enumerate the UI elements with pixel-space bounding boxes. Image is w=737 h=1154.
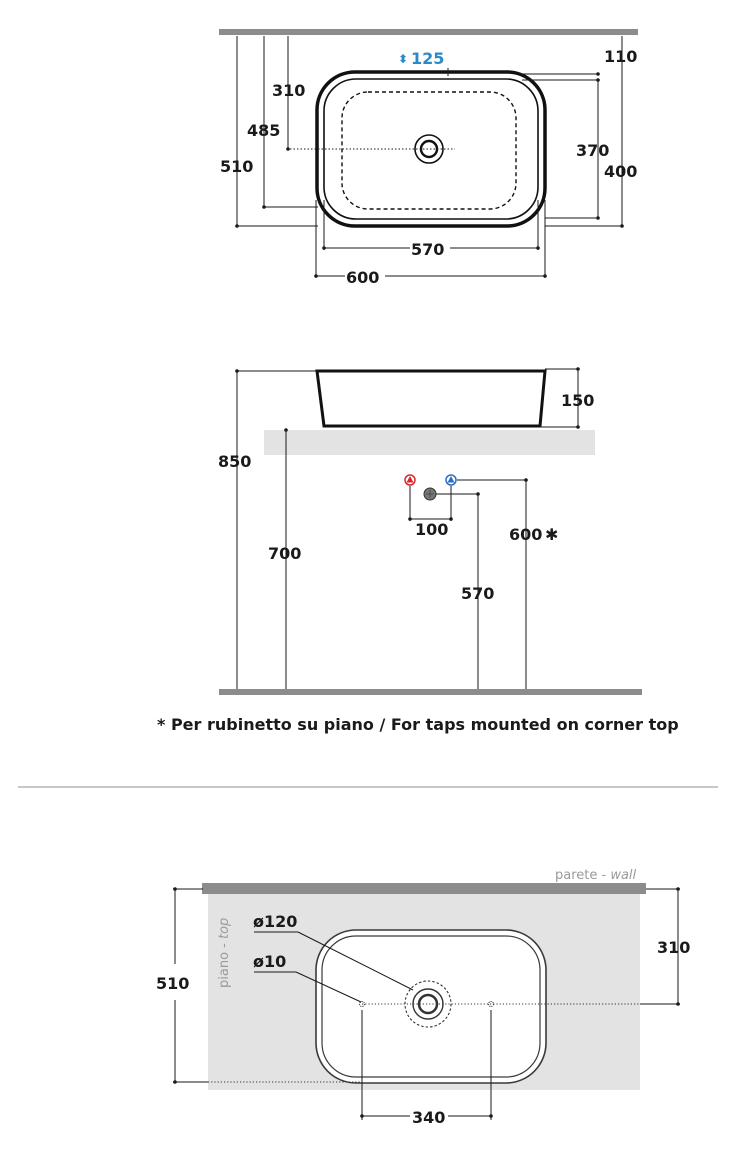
dim-510-top: 510 (220, 157, 254, 176)
dim-485: 485 (247, 121, 281, 140)
dim-400: 400 (604, 162, 638, 181)
dim-125: 125 (411, 49, 445, 68)
dim-310-top: 310 (272, 81, 306, 100)
hot-tap-icon (405, 475, 415, 485)
dim-100: 100 (415, 520, 449, 539)
dim-600-top: 600 (346, 268, 380, 287)
dim-850: 850 (218, 452, 252, 471)
dim-150: 150 (561, 391, 595, 410)
asterisk-icon: ✱ (545, 525, 559, 544)
dim-d120: ø120 (253, 912, 298, 931)
wall-label: parete - wall (555, 868, 637, 883)
basin-profile (317, 371, 545, 426)
counter-slab (264, 430, 595, 455)
dim-370: 370 (576, 141, 610, 160)
top-label: piano - top (217, 917, 232, 988)
floor-bar (219, 689, 642, 695)
side-view (218, 367, 642, 695)
top-view (219, 29, 638, 287)
plan-wall (202, 883, 646, 894)
basin-bowl-dashed (342, 92, 516, 209)
dim-110: 110 (604, 47, 638, 66)
waste-outlet-icon (424, 488, 436, 500)
dim-600-side: 600 (509, 525, 543, 544)
dim-700: 700 (268, 544, 302, 563)
cold-tap-icon (446, 475, 456, 485)
dim-d10: ø10 (253, 952, 287, 971)
dim-125-icon: ⬍ (398, 52, 409, 66)
dim-310-plan: 310 (657, 938, 691, 957)
dim-340: 340 (412, 1108, 446, 1127)
plan-view (156, 868, 690, 1127)
drain-outer (415, 135, 443, 163)
dim-510-plan: 510 (156, 974, 190, 993)
dim-570-top: 570 (411, 240, 445, 259)
plan-basin-fill (316, 930, 546, 1083)
top-view-wall (219, 29, 638, 35)
dim-570-side: 570 (461, 584, 495, 603)
mounting-note: * Per rubinetto su piano / For taps mounted on corner top (157, 715, 679, 734)
